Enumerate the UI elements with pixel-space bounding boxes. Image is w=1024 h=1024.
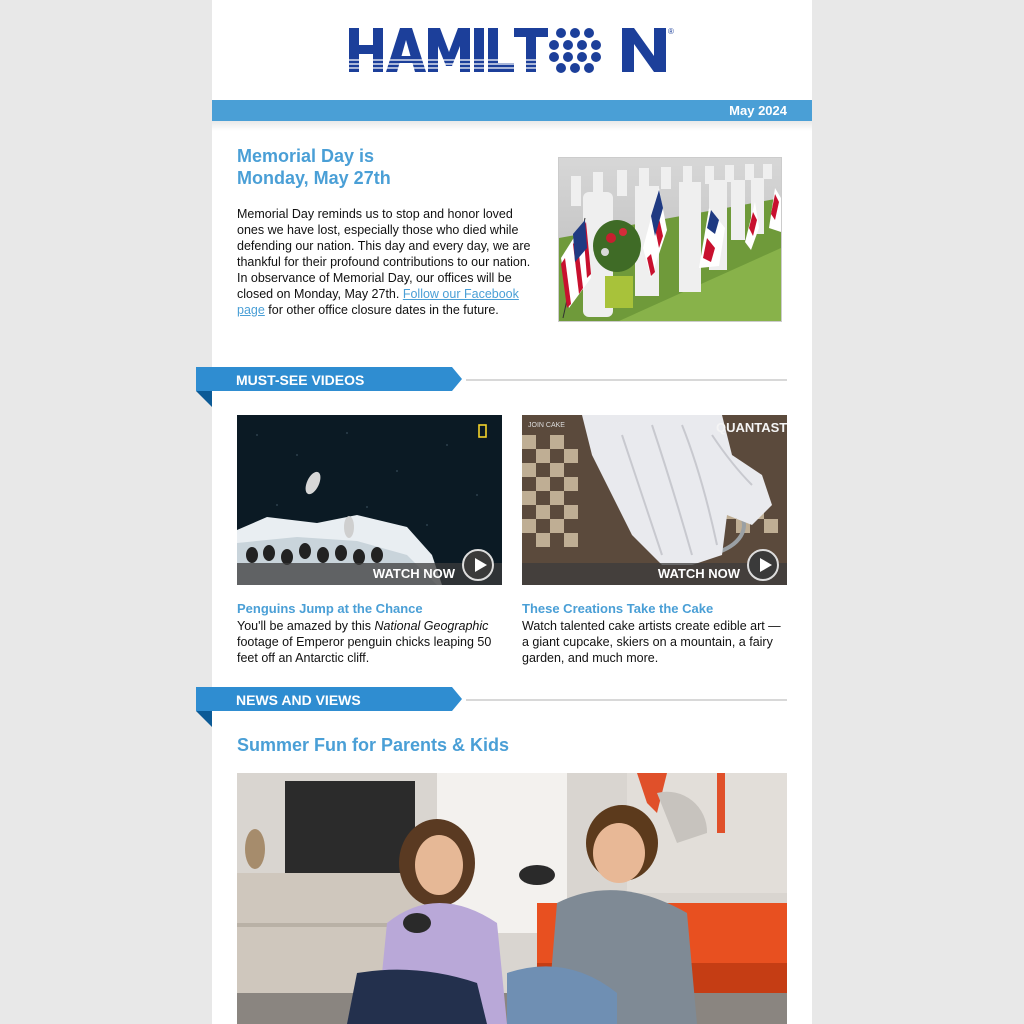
penguin-video-thumbnail[interactable] <box>237 415 502 585</box>
section-divider <box>466 699 787 701</box>
penguin-video-description <box>237 618 505 666</box>
watch-now-label[interactable]: WATCH NOW <box>657 566 740 581</box>
section-divider <box>466 379 787 381</box>
penguin-desc-italic: National Geographic <box>374 619 489 633</box>
must-see-videos-banner <box>196 367 466 407</box>
play-icon[interactable] <box>747 549 779 581</box>
must-see-videos-label: MUST-SEE VIDEOS <box>236 372 365 388</box>
memorial-title-line1: Memorial Day is <box>237 146 375 166</box>
video-overlay-right: QUANTAST <box>716 420 787 435</box>
news-and-views-label: NEWS AND VIEWS <box>236 692 361 708</box>
memorial-body-tail: for other office closure dates in the future. <box>264 303 499 317</box>
memorial-title-line2: Monday, May 27th <box>237 168 391 188</box>
penguin-video-title[interactable]: Penguins Jump at the Chance <box>237 601 423 616</box>
memorial-body-text: Memorial Day reminds us to stop and honor loved ones we have lost, especially those who died while defending our nation. This day and every day, we are thankful for their profound contributions to our nation. In observance of Memorial Day, our offices will be closed on Monday, May 27th. <box>237 207 531 301</box>
summer-fun-title[interactable]: Summer Fun for Parents & Kids <box>237 735 510 755</box>
watch-now-label[interactable]: WATCH NOW <box>372 566 455 581</box>
facebook-link[interactable]: Follow our Facebook page <box>237 287 519 317</box>
cake-video-description: Watch talented cake artists create edible art — a giant cupcake, skiers on a mountain, a fairy garden, and much more. <box>522 619 781 665</box>
header-shadow <box>212 121 812 131</box>
email-container <box>212 0 812 1024</box>
issue-date: May 2024 <box>729 103 787 118</box>
memorial-day-body <box>237 206 537 318</box>
video-overlay-left: JOIN CAKE <box>528 422 565 429</box>
memorial-flags-photo[interactable] <box>558 157 782 322</box>
date-bar <box>212 100 812 121</box>
play-icon[interactable] <box>462 549 494 581</box>
memorial-day-title <box>237 145 537 189</box>
header-logo-area <box>212 0 812 100</box>
penguin-desc-text: You'll be amazed by this <box>237 619 375 633</box>
cake-video-thumbnail[interactable] <box>522 415 787 585</box>
cake-video-title[interactable]: These Creations Take the Cake <box>522 601 714 616</box>
penguin-desc-tail: footage of Emperor penguin chicks leaping 50 feet off an Antarctic cliff. <box>237 635 492 665</box>
news-and-views-banner <box>196 687 466 727</box>
kids-gaming-photo[interactable] <box>237 773 787 1024</box>
hamilton-logo[interactable] <box>348 24 678 76</box>
svg-text:®: ® <box>668 27 674 36</box>
